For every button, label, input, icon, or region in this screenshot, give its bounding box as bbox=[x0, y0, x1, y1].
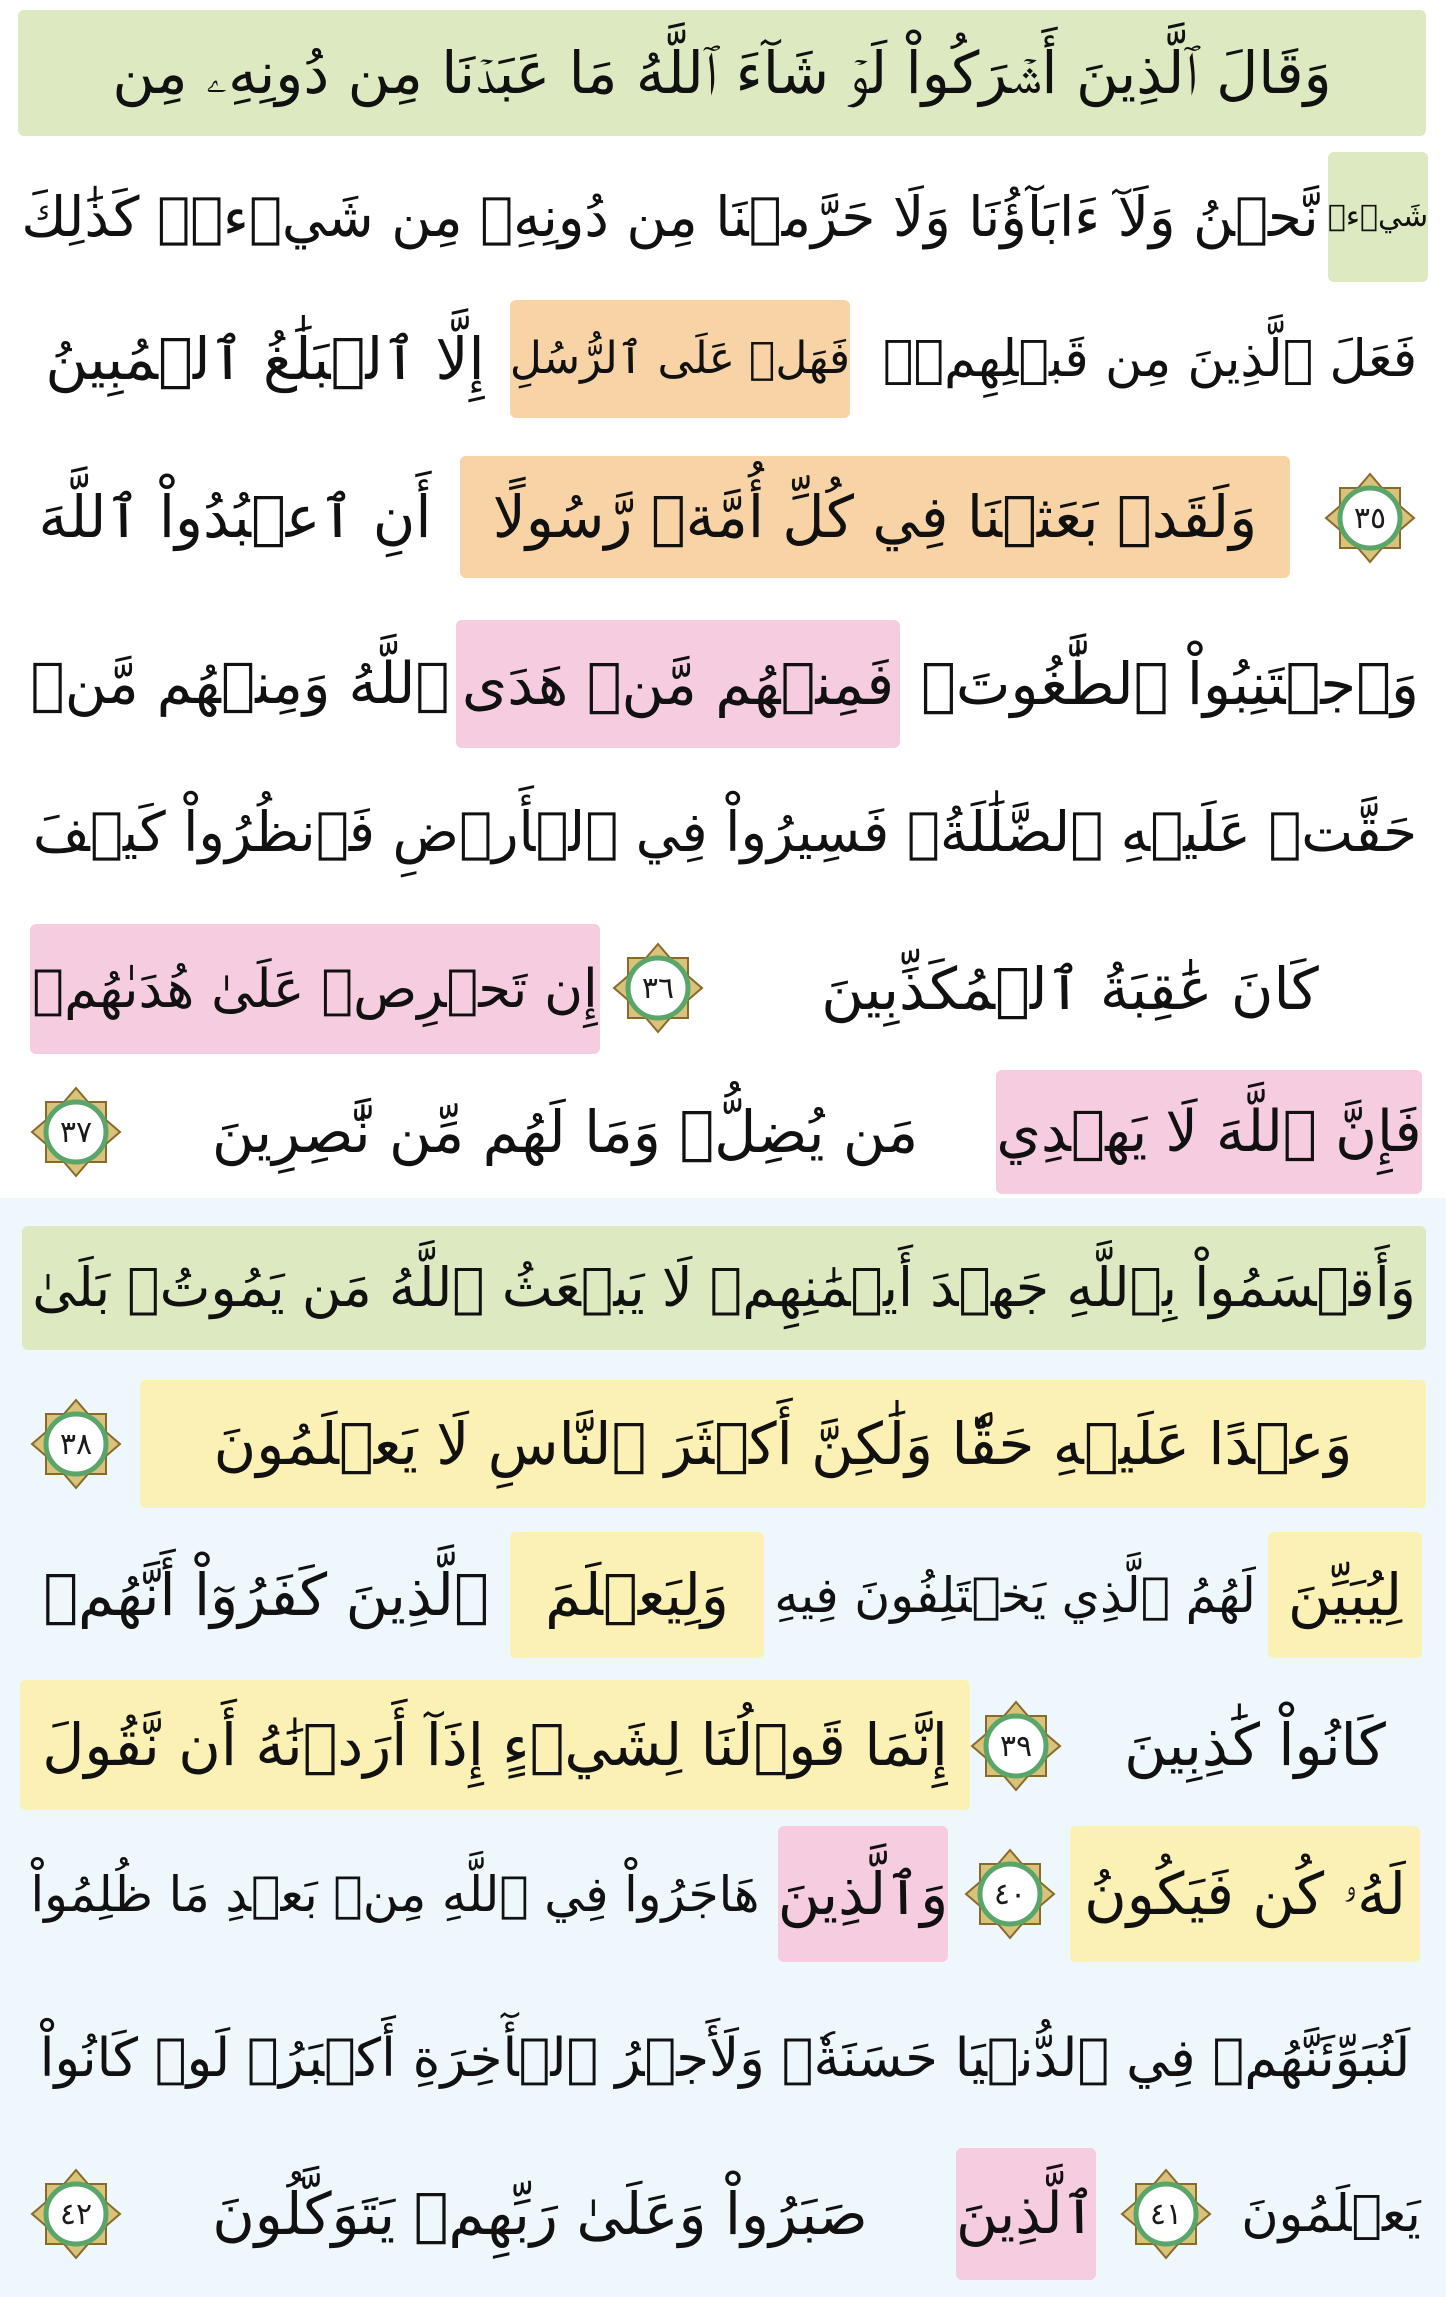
quran-line-12 bbox=[0, 1680, 1446, 1810]
verse-text-segment: إِن تَحۡرِصۡ عَلَىٰ هُدَىٰهُمۡ bbox=[30, 924, 600, 1054]
quran-line-15 bbox=[0, 2148, 1446, 2280]
verse-text-segment: لَنُبَوِّئَنَّهُمۡ فِي ٱلدُّنۡيَا حَسَنَةٗۖ وَلَأَجۡرُ ٱلۡأٓخِرَةِ أَكۡبَرُۚ لَوۡ كَانُواْ bbox=[39, 2027, 1411, 2089]
ayah-number-marker bbox=[962, 1846, 1058, 1942]
verse-text-segment: لِيُبَيِّنَ bbox=[1268, 1532, 1422, 1658]
ayah-number-marker bbox=[28, 1084, 124, 1180]
verse-text-segment: صَبَرُواْ وَعَلَىٰ رَبِّهِمۡ يَتَوَكَّلُونَ bbox=[212, 2180, 868, 2248]
verse-text-segment: ٱللَّهُ وَمِنۡهُم مَّنۡ bbox=[30, 650, 450, 717]
verse-text-segment: وَأَقۡسَمُواْ بِٱللَّهِ جَهۡدَ أَيۡمَٰنِهِمۡ لَا يَبۡعَثُ ٱللَّهُ مَن يَمُوتُۚ بَلَىٰ bbox=[22, 1226, 1426, 1350]
verse-text-segment: يَعۡلَمُونَ bbox=[1241, 2184, 1421, 2244]
verse-text-segment: نَّحۡنُ وَلَآ ءَابَآؤُنَا وَلَا حَرَّمۡنَا مِن دُونِهِۦ مِن شَيۡءٖۚ كَذَٰلِكَ bbox=[21, 184, 1319, 249]
verse-text-segment: إِلَّا ٱلۡبَلَٰغُ ٱلۡمُبِينُ bbox=[45, 325, 485, 393]
quran-line-14 bbox=[0, 1994, 1446, 2122]
quran-line-4 bbox=[0, 456, 1446, 578]
quran-line-10 bbox=[0, 1380, 1446, 1508]
quran-line-11 bbox=[0, 1532, 1446, 1658]
quran-line-1 bbox=[0, 10, 1446, 136]
ayah-number: ٣٥ bbox=[1353, 500, 1387, 536]
quran-line-13 bbox=[0, 1826, 1446, 1962]
verse-text-segment: فَإِنَّ ٱللَّهَ لَا يَهۡدِي bbox=[996, 1070, 1422, 1194]
ayah-number-marker bbox=[610, 940, 706, 1036]
verse-text-segment: شَيۡءٖ bbox=[1328, 152, 1428, 282]
verse-text-segment: أَنِ ٱعۡبُدُواْ ٱللَّهَ bbox=[38, 483, 432, 551]
quran-line-2 bbox=[0, 152, 1446, 282]
ayah-number-marker bbox=[1118, 2166, 1214, 2262]
ayah-number-marker bbox=[28, 1396, 124, 1492]
verse-text-segment: لَهُۥ كُن فَيَكُونُ bbox=[1070, 1826, 1420, 1962]
verse-text-segment: ٱلَّذِينَ كَفَرُوٓاْ أَنَّهُمۡ bbox=[43, 1561, 489, 1629]
ayah-number: ٣٨ bbox=[59, 1426, 93, 1462]
verse-text-segment: وَقَالَ ٱلَّذِينَ أَشۡرَكُواْ لَوۡ شَآءَ ٱللَّهُ مَا عَبَدۡنَا مِن دُونِهِۦ مِن bbox=[18, 10, 1426, 136]
verse-text-segment: مَن يُضِلُّۖ وَمَا لَهُم مِّن نَّٰصِرِينَ bbox=[211, 1098, 919, 1166]
verse-text-segment: وَعۡدًا عَلَيۡهِ حَقّٗا وَلَٰكِنَّ أَكۡثَرَ ٱلنَّاسِ لَا يَعۡلَمُونَ bbox=[140, 1380, 1426, 1508]
verse-text-segment: لَهُمُ ٱلَّذِي يَخۡتَلِفُونَ فِيهِ bbox=[774, 1566, 1256, 1624]
quran-line-9 bbox=[0, 1226, 1446, 1350]
quran-line-3 bbox=[0, 300, 1446, 418]
quran-line-5 bbox=[0, 620, 1446, 748]
ayah-number: ٣٧ bbox=[59, 1114, 93, 1150]
verse-text-segment: فَهَلۡ عَلَى ٱلرُّسُلِ bbox=[510, 300, 850, 418]
verse-text-segment: حَقَّتۡ عَلَيۡهِ ٱلضَّلَٰلَةُۚ فَسِيرُواْ فِي ٱلۡأَرۡضِ فَٱنظُرُواْ كَيۡفَ bbox=[32, 799, 1418, 864]
verse-text-segment: هَاجَرُواْ فِي ٱللَّهِ مِنۢ بَعۡدِ مَا ظُلِمُواْ bbox=[30, 1865, 760, 1923]
verse-text-segment: ٱلَّذِينَ bbox=[956, 2148, 1096, 2280]
ayah-number-marker bbox=[28, 2166, 124, 2262]
ayah-number: ٣٩ bbox=[999, 1728, 1033, 1764]
ayah-number-marker bbox=[968, 1698, 1064, 1794]
verse-text-segment: كَانَ عَٰقِبَةُ ٱلۡمُكَذِّبِينَ bbox=[821, 955, 1319, 1023]
verse-text-segment: وَلِيَعۡلَمَ bbox=[510, 1532, 764, 1658]
ayah-number: ٣٦ bbox=[641, 970, 675, 1006]
ayah-number: ٤٠ bbox=[993, 1876, 1027, 1912]
ayah-number: ٤٢ bbox=[59, 2196, 93, 2232]
verse-text-segment: كَانُواْ كَٰذِبِينَ bbox=[1124, 1711, 1386, 1779]
quran-line-8 bbox=[0, 1070, 1446, 1194]
verse-text-segment: وَٱجۡتَنِبُواْ ٱلطَّٰغُوتَۖ bbox=[921, 650, 1419, 718]
ayah-number: ٤١ bbox=[1149, 2196, 1183, 2232]
verse-text-segment: وَٱلَّذِينَ bbox=[778, 1826, 948, 1962]
quran-line-7 bbox=[0, 924, 1446, 1054]
verse-text-segment: إِنَّمَا قَوۡلُنَا لِشَيۡءٍ إِذَآ أَرَدۡنَٰهُ أَن نَّقُولَ bbox=[20, 1680, 970, 1810]
verse-text-segment: فَعَلَ ٱلَّذِينَ مِن قَبۡلِهِمۡۚ bbox=[882, 329, 1418, 389]
verse-text-segment: وَلَقَدۡ بَعَثۡنَا فِي كُلِّ أُمَّةٖ رَّسُولًا bbox=[460, 456, 1290, 578]
ayah-number-marker bbox=[1322, 470, 1418, 566]
verse-text-segment: فَمِنۡهُم مَّنۡ هَدَى bbox=[456, 620, 900, 748]
quran-line-6 bbox=[0, 770, 1446, 894]
